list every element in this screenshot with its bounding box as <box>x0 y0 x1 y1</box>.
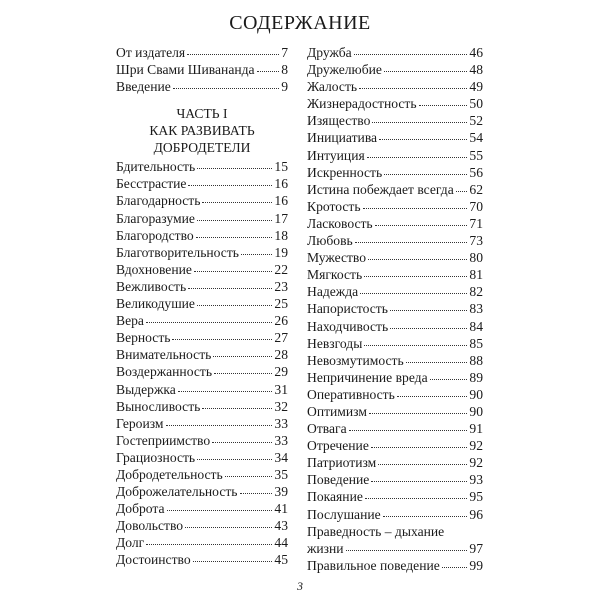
entry-page: 29 <box>274 364 288 380</box>
toc-entry[interactable] <box>307 352 483 369</box>
dot-leader <box>456 181 468 192</box>
dot-leader <box>241 244 272 255</box>
dot-leader <box>390 300 467 311</box>
dot-leader <box>212 432 272 443</box>
toc-entry[interactable] <box>307 557 483 574</box>
toc-entry[interactable] <box>116 192 288 209</box>
toc-entry[interactable] <box>307 44 483 61</box>
toc-entry[interactable] <box>307 215 483 232</box>
entry-page: 9 <box>281 79 288 95</box>
toc-entry[interactable] <box>116 398 288 415</box>
entry-title: Благотворительность <box>116 244 239 260</box>
toc-entry[interactable] <box>307 266 483 283</box>
entry-title: Мужество <box>307 250 367 266</box>
dot-leader <box>364 266 467 277</box>
toc-entry[interactable] <box>116 517 288 534</box>
entry-page: 88 <box>469 352 483 368</box>
toc-entry[interactable] <box>307 95 483 112</box>
dot-leader <box>196 227 273 238</box>
page-number: 3 <box>297 579 303 593</box>
entry-page: 71 <box>469 215 483 231</box>
entry-title: Жизнерадостность <box>307 96 417 112</box>
entry-title: Дружба <box>307 45 352 60</box>
entry-title: Дружелюбие <box>307 62 382 78</box>
toc-entry[interactable] <box>116 551 288 568</box>
toc-entry[interactable] <box>307 181 483 198</box>
entry-page: 70 <box>469 198 483 214</box>
entry-page: 85 <box>469 335 483 351</box>
entry-page: 41 <box>274 501 288 517</box>
entry-page: 8 <box>281 62 288 78</box>
entry-title: Мягкость <box>307 267 363 283</box>
entry-page: 62 <box>469 181 483 197</box>
left-entries <box>116 158 288 568</box>
dot-leader <box>379 129 467 140</box>
entry-page: 27 <box>274 330 288 346</box>
entry-page: 28 <box>274 347 288 363</box>
toc-entry[interactable] <box>307 420 483 437</box>
toc-entry[interactable] <box>307 403 483 420</box>
entry-page: 97 <box>469 540 483 556</box>
toc-entry[interactable] <box>307 437 483 454</box>
entry-title: Отвага <box>307 421 347 437</box>
entry-title: Патриотизм <box>307 455 377 471</box>
entry-page: 48 <box>469 62 483 78</box>
dot-leader <box>257 61 280 72</box>
entry-title: Довольство <box>116 518 184 534</box>
entry-title: Бесстрастие <box>116 176 187 192</box>
dot-leader <box>371 437 468 448</box>
entry-title: Великодушие <box>116 296 195 312</box>
toc-entry[interactable] <box>307 318 483 335</box>
entry-page: 50 <box>469 96 483 112</box>
dot-leader <box>365 488 468 499</box>
dot-leader <box>172 329 272 340</box>
entry-page: 45 <box>274 552 288 568</box>
entry-title: Вера <box>116 313 144 329</box>
dot-leader <box>383 506 468 517</box>
entry-title: Введение <box>116 79 171 95</box>
toc-entry[interactable] <box>307 506 483 523</box>
dot-leader <box>364 335 467 346</box>
entry-title: Искренность <box>307 164 383 180</box>
entry-page: 56 <box>469 164 483 180</box>
entry-title: Доброжелательность <box>116 484 238 500</box>
toc-left-column <box>116 44 288 569</box>
dot-leader <box>187 44 279 55</box>
toc-entry[interactable] <box>116 329 288 346</box>
entry-page: 44 <box>274 535 288 551</box>
dot-leader <box>368 249 467 260</box>
right-entries <box>307 44 483 523</box>
entry-page: 16 <box>274 176 288 192</box>
entry-page: 26 <box>274 313 288 329</box>
entry-page: 17 <box>274 210 288 226</box>
entry-title: Невзгоды <box>307 335 363 351</box>
entry-title: Жалость <box>307 79 358 95</box>
dot-leader <box>363 198 468 209</box>
entry-page: 33 <box>274 432 288 448</box>
dot-leader <box>367 147 468 158</box>
page-title: СОДЕРЖАНИЕ <box>229 12 371 34</box>
dot-leader <box>240 483 273 494</box>
entry-title: Напористость <box>307 301 388 317</box>
toc-entry[interactable] <box>116 500 288 517</box>
entry-page: 90 <box>469 403 483 419</box>
toc-entry[interactable] <box>307 283 483 300</box>
dot-leader <box>406 352 468 363</box>
dot-leader <box>188 278 272 289</box>
dot-leader <box>167 500 273 511</box>
dot-leader <box>173 78 279 89</box>
dot-leader <box>360 283 467 294</box>
entry-title: Благодарность <box>116 193 201 209</box>
entry-title: Оперативность <box>307 386 395 402</box>
entry-title: Праведность – дыхание <box>307 523 445 539</box>
entry-page: 99 <box>469 557 483 573</box>
dot-leader <box>419 95 468 106</box>
entry-page: 22 <box>274 261 288 277</box>
entry-title: Благородство <box>116 227 194 243</box>
entry-page: 81 <box>469 267 483 283</box>
entry-page: 80 <box>469 250 483 266</box>
toc-right-column <box>307 44 483 574</box>
toc-entry-multiline[interactable] <box>307 523 483 540</box>
toc-entry[interactable] <box>116 534 288 551</box>
dot-leader <box>390 318 467 329</box>
toc-entry[interactable] <box>116 449 288 466</box>
toc-entry[interactable] <box>116 483 288 500</box>
entry-page: 91 <box>469 421 483 437</box>
dot-leader <box>178 381 273 392</box>
toc-entry[interactable] <box>116 312 288 329</box>
entry-page: 54 <box>469 130 483 146</box>
toc-entry[interactable] <box>307 369 483 386</box>
toc-entry[interactable] <box>116 227 288 244</box>
entry-title: Невозмутимость <box>307 352 404 368</box>
toc-entry[interactable] <box>116 244 288 261</box>
entry-page: 92 <box>469 438 483 454</box>
entry-page: 46 <box>469 45 483 60</box>
dot-leader <box>194 261 272 272</box>
toc-entry[interactable] <box>307 335 483 352</box>
dot-leader <box>185 517 272 528</box>
toc-entry[interactable] <box>116 175 288 192</box>
entry-title: Непричинение вреда <box>307 369 428 385</box>
entry-page: 96 <box>469 506 483 522</box>
toc-entry-multiline-cont[interactable] <box>307 540 483 557</box>
entry-page: 34 <box>274 449 288 465</box>
entry-title: Вдохновение <box>116 261 192 277</box>
entry-title: Долг <box>116 535 145 551</box>
entry-title: Выносливость <box>116 398 201 414</box>
toc-entry[interactable] <box>116 278 288 295</box>
entry-page: 90 <box>469 386 483 402</box>
entry-page: 43 <box>274 518 288 534</box>
dot-leader <box>197 449 272 460</box>
dot-leader <box>430 369 468 380</box>
dot-leader <box>346 540 468 551</box>
entry-title: Оптимизм <box>307 403 367 419</box>
dot-leader <box>197 158 272 169</box>
entry-title: Героизм <box>116 415 164 431</box>
toc-entry[interactable] <box>307 300 483 317</box>
entry-title: Вежливость <box>116 278 187 294</box>
entry-title: Выдержка <box>116 381 176 397</box>
entry-page: 95 <box>469 489 483 505</box>
dot-leader <box>359 78 467 89</box>
toc-entry[interactable] <box>307 232 483 249</box>
entry-title: Грациозность <box>116 449 196 465</box>
dot-leader <box>146 534 272 545</box>
entry-page: 32 <box>274 398 288 414</box>
entry-page: 15 <box>274 159 288 175</box>
dot-leader <box>442 557 468 568</box>
dot-leader <box>349 420 468 431</box>
toc-entry[interactable] <box>116 61 288 78</box>
entry-title: Послушание <box>307 506 381 522</box>
dot-leader <box>197 210 272 221</box>
toc-entry[interactable] <box>116 295 288 312</box>
toc-entry[interactable] <box>116 432 288 449</box>
dot-leader <box>146 312 272 323</box>
entry-title: Внимательность <box>116 347 212 363</box>
toc-entry[interactable] <box>307 198 483 215</box>
dot-leader <box>188 175 272 186</box>
intro-entries <box>116 44 288 95</box>
entry-title: Истина побеждает всегда <box>307 181 454 197</box>
dot-leader <box>371 471 467 482</box>
part-number: ЧАСТЬ I <box>176 106 228 122</box>
dot-leader <box>384 164 467 175</box>
entry-title: Гостеприимство <box>116 432 211 448</box>
entry-title: Изящество <box>307 113 371 129</box>
dot-leader <box>197 295 272 306</box>
toc-entry[interactable] <box>307 488 483 505</box>
section-gap <box>116 95 288 105</box>
toc-entry[interactable] <box>116 261 288 278</box>
entry-page: 35 <box>274 466 288 482</box>
toc-entry[interactable] <box>116 415 288 432</box>
entry-title: Доброта <box>116 501 165 517</box>
dot-leader <box>202 398 272 409</box>
entry-page: 23 <box>274 278 288 294</box>
entry-page: 89 <box>469 369 483 385</box>
entry-title: Поведение <box>307 472 370 488</box>
entry-title: Бдительность <box>116 159 196 175</box>
dot-leader <box>384 61 467 72</box>
entry-page: 52 <box>469 113 483 129</box>
entry-page: 83 <box>469 301 483 317</box>
toc-entry[interactable] <box>116 210 288 227</box>
dot-leader <box>375 215 468 226</box>
entry-title: Добродетельность <box>116 466 223 482</box>
dot-leader <box>354 44 468 55</box>
toc-entry[interactable] <box>307 249 483 266</box>
entry-page: 92 <box>469 455 483 471</box>
dot-leader <box>166 415 273 426</box>
dot-leader <box>397 386 468 397</box>
dot-leader <box>225 466 273 477</box>
entry-title: Инициатива <box>307 130 378 146</box>
entry-title: Воздержанность <box>116 364 213 380</box>
entry-page: 18 <box>274 227 288 243</box>
toc-entry[interactable] <box>307 129 483 146</box>
toc-entry[interactable] <box>116 78 288 95</box>
entry-title: Верность <box>116 330 171 346</box>
entry-page: 93 <box>469 472 483 488</box>
entry-title: От издателя <box>116 45 186 60</box>
entry-page: 16 <box>274 193 288 209</box>
dot-leader <box>202 192 272 203</box>
toc-entry[interactable] <box>307 164 483 181</box>
entry-page: 49 <box>469 79 483 95</box>
part-title-line1: КАК РАЗВИВАТЬ <box>149 123 255 139</box>
dot-leader <box>369 403 467 414</box>
toc-entry[interactable] <box>116 346 288 363</box>
entry-title: Находчивость <box>307 318 389 334</box>
entry-page: 73 <box>469 233 483 249</box>
entry-title: Шри Свами Шивананда <box>116 62 255 78</box>
entry-title: Интуиция <box>307 147 365 163</box>
entry-title: Достоинство <box>116 552 191 568</box>
dot-leader <box>378 454 467 465</box>
dot-leader <box>213 346 272 357</box>
entry-page: 82 <box>469 284 483 300</box>
entry-title: Кротость <box>307 198 361 214</box>
toc-entry[interactable] <box>307 386 483 403</box>
toc-entry[interactable] <box>307 471 483 488</box>
toc-entry[interactable] <box>307 78 483 95</box>
toc-entry[interactable] <box>116 44 288 61</box>
dot-leader <box>214 363 272 374</box>
dot-leader <box>193 551 273 562</box>
entry-title: Любовь <box>307 233 353 249</box>
toc-entry[interactable] <box>116 466 288 483</box>
entry-page: 55 <box>469 147 483 163</box>
entry-title: жизни <box>307 540 344 556</box>
entry-title: Благоразумие <box>116 210 195 226</box>
part-title-line2: ДОБРОДЕТЕЛИ <box>153 140 251 156</box>
entry-page: 39 <box>274 484 288 500</box>
entry-page: 31 <box>274 381 288 397</box>
toc-entry[interactable] <box>116 381 288 398</box>
entry-page: 7 <box>281 45 288 60</box>
dot-leader <box>355 232 468 243</box>
toc-entry[interactable] <box>307 112 483 129</box>
toc-entry[interactable] <box>307 454 483 471</box>
dot-leader <box>372 112 467 123</box>
toc-entry[interactable] <box>307 61 483 78</box>
entry-title: Покаяние <box>307 489 363 505</box>
entry-title: Ласковость <box>307 215 373 231</box>
entry-title: Надежда <box>307 284 359 300</box>
entry-page: 84 <box>469 318 483 334</box>
toc-entry[interactable] <box>307 147 483 164</box>
entry-page: 25 <box>274 296 288 312</box>
entry-title: Правильное поведение <box>307 557 440 573</box>
entry-page: 19 <box>274 244 288 260</box>
entry-title: Отречение <box>307 438 369 454</box>
entry-page: 33 <box>274 415 288 431</box>
toc-entry[interactable] <box>116 363 288 380</box>
toc-entry[interactable] <box>116 158 288 175</box>
